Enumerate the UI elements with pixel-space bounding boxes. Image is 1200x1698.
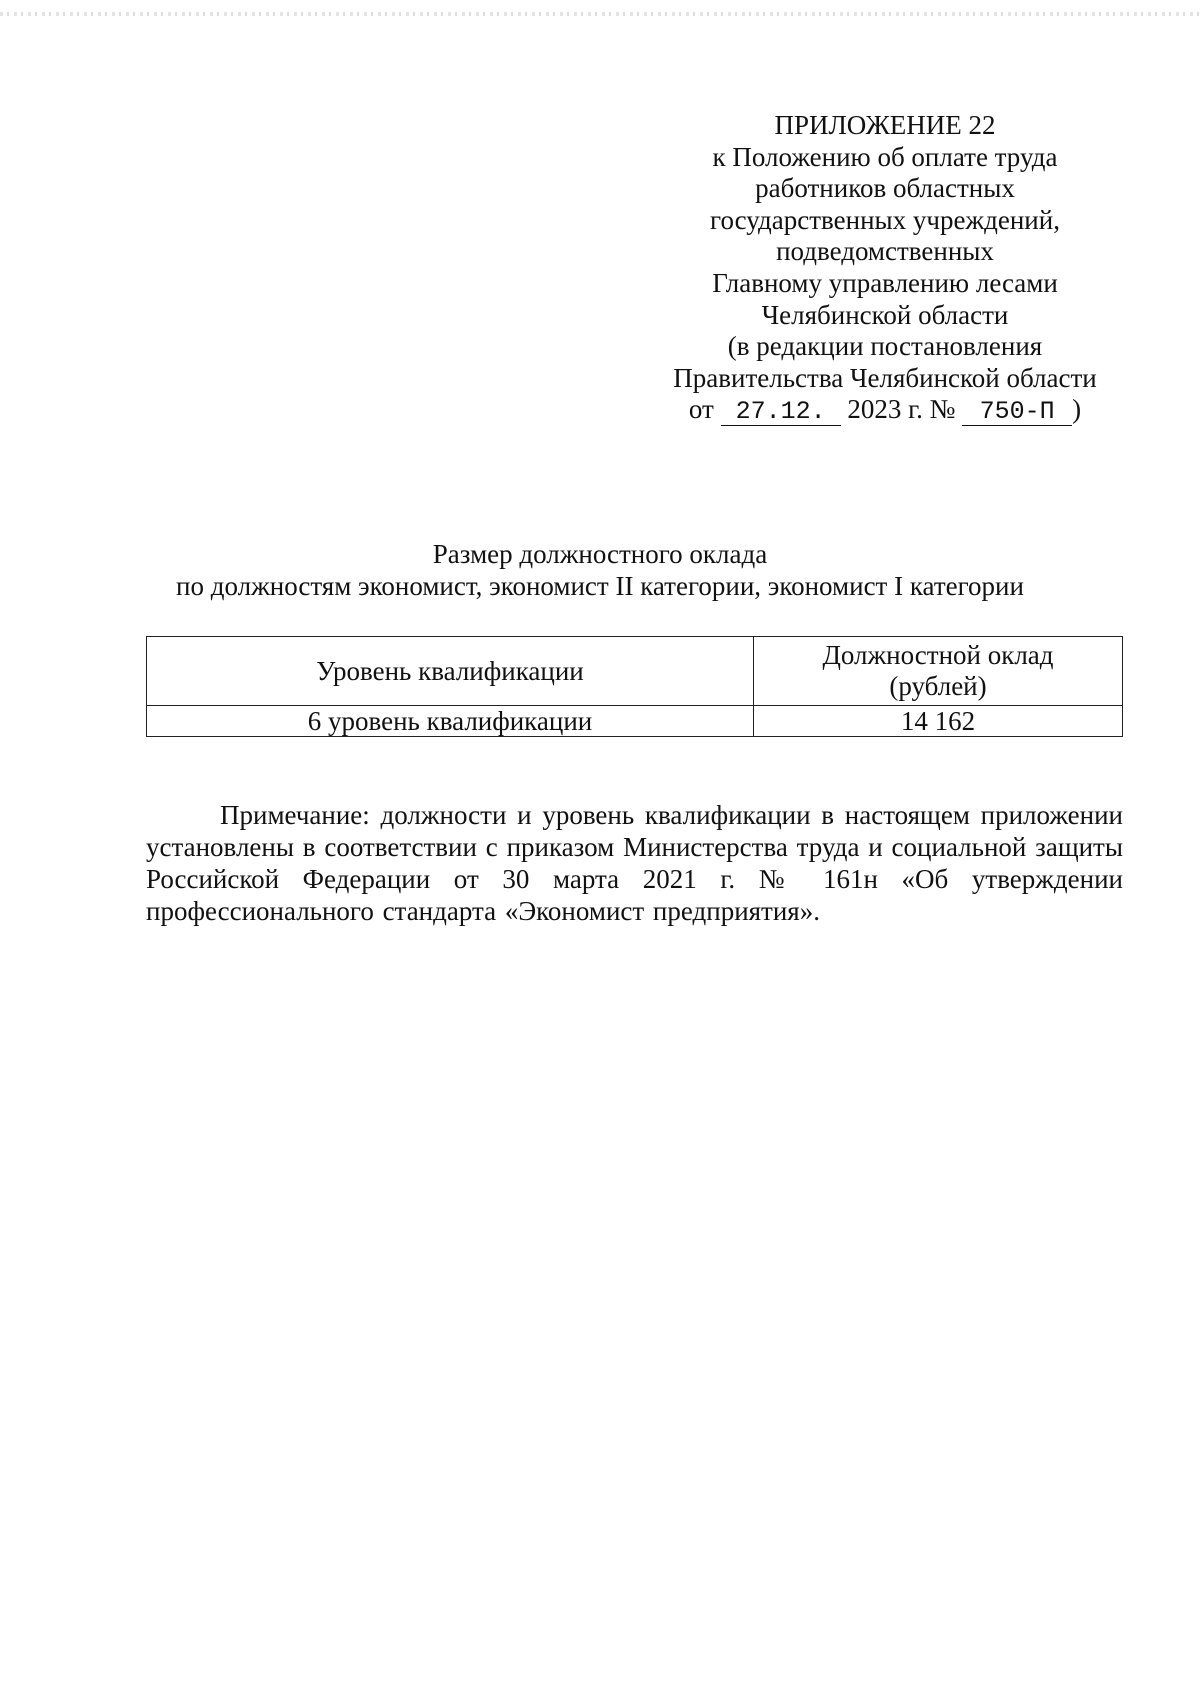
- heading-line-2: по должностям экономист, экономист II категории, экономист I категории: [176, 571, 1024, 601]
- header-salary-line-1: Должностной оклад: [822, 640, 1054, 670]
- date-prefix: от: [688, 394, 714, 425]
- header-salary-line-2: (рублей): [889, 671, 987, 701]
- resolution-number: 750-П: [962, 399, 1072, 426]
- note-paragraph: Примечание: должности и уровень квалификации в настоящем приложении установлены в соответствии с приказом Министерства труда и социальной защиты Российской Федерации от 30 марта 2021 г. № 161н «Об утверждении профессионального стандарта «Экономист предприятия».: [146, 800, 1123, 926]
- table-row: [147, 706, 1123, 737]
- header-salary: [754, 637, 1123, 706]
- table-header-row: [147, 637, 1123, 706]
- appendix-line: государственных учреждений,: [710, 204, 1060, 235]
- appendix-line: Правительства Челябинской области: [673, 362, 1097, 393]
- resolution-year: 2023 г. №: [847, 394, 956, 425]
- appendix-line: подведомственных: [776, 236, 994, 267]
- salary-table: [146, 636, 1123, 737]
- appendix-line: Челябинской области: [761, 299, 1009, 330]
- appendix-header: [640, 110, 1130, 426]
- appendix-title: ПРИЛОЖЕНИЕ 22: [774, 110, 996, 140]
- appendix-line: (в редакции постановления: [727, 331, 1043, 362]
- closing-paren: ): [1072, 394, 1082, 425]
- cell-level: 6 уровень квалификации: [147, 706, 754, 737]
- heading-line-1: Размер должностного оклада: [432, 539, 768, 569]
- appendix-line: работников областных: [755, 173, 1015, 204]
- header-qualification-level: Уровень квалификации: [147, 637, 754, 706]
- scan-edge-artifact: [0, 12, 1200, 16]
- appendix-line: Главному управлению лесами: [712, 267, 1058, 298]
- appendix-line: к Положению об оплате труда: [712, 141, 1058, 172]
- cell-salary: 14 162: [754, 706, 1123, 737]
- resolution-date: 27.12.: [721, 399, 841, 426]
- resolution-date-line: [640, 394, 1130, 426]
- document-heading: [0, 538, 1200, 602]
